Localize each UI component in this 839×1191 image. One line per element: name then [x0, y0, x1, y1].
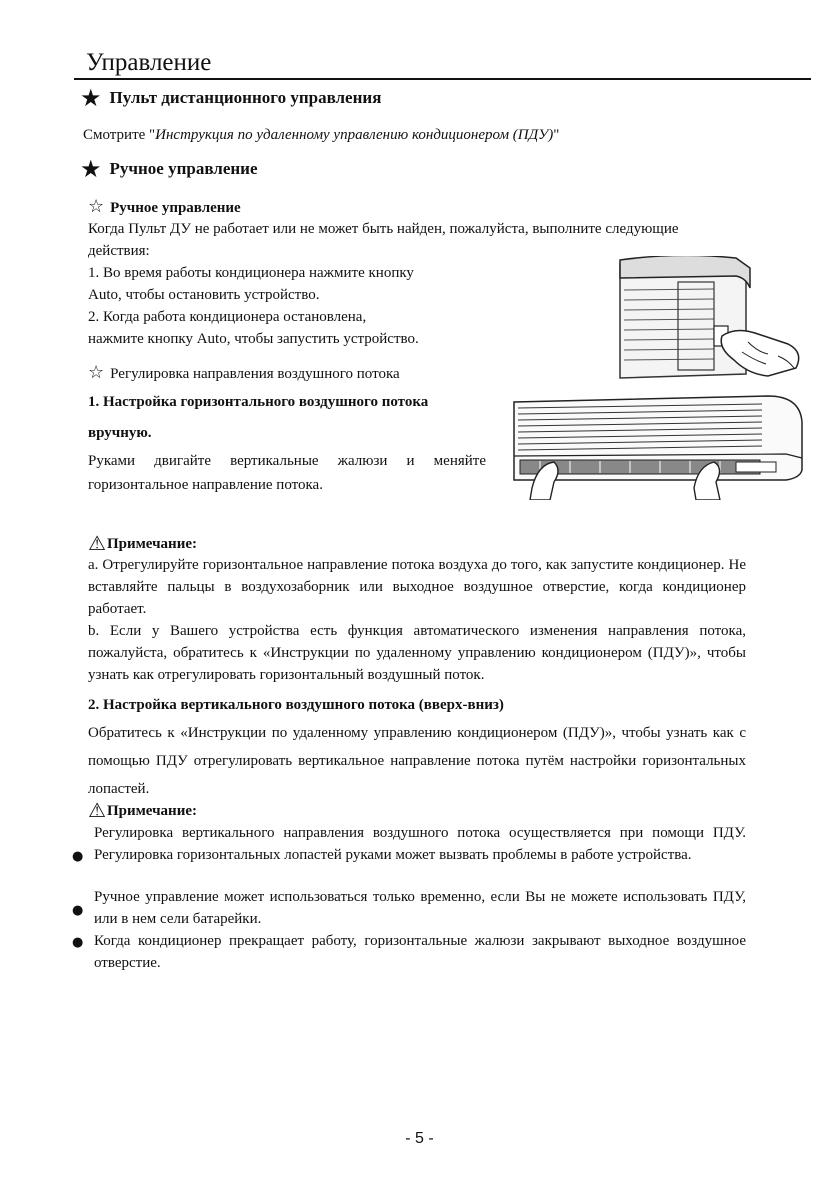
- note1-label: [88, 531, 197, 555]
- manual-sub-heading-text: Ручное управление: [110, 200, 241, 216]
- warning-triangle-icon: ⚠: [88, 531, 106, 555]
- vertical-text: Обратитесь к «Инструкции по удаленному управлению кондиционером (ПДУ)», чтобы узнать как с помощью ПДУ отрегулировать вертикальное направление потока путём настройки горизонтальных лопастей.: [88, 725, 746, 797]
- note2-bullet-3: Когда кондиционер прекращает работу, горизонтальные жалюзи закрывают выходное воздушное отверстие.: [94, 933, 746, 971]
- note1-item-b: b. Если у Вашего устройства есть функция автоматического изменения направления потока, пожалуйста, обратитесь к «Инструкции по удаленному управлению кондиционером (ПДУ)», чтобы узнать как отрегулировать горизонтальный воздушный поток.: [88, 623, 746, 683]
- title-divider: [74, 78, 811, 80]
- note1-item-a: a. Отрегулируйте горизонтальное направление потока воздуха до того, как запустите кондиционер. Не вставляйте пальцы в воздухозаборник или выходное воздушное отверстие, когда кондиционер работает.: [88, 557, 746, 617]
- horizontal-text: Руками двигайте вертикальные жалюзи и меняйте горизонтальное направление потока.: [88, 453, 486, 493]
- remote-reference: [83, 124, 559, 146]
- step1-line1: 1. Во время работы кондиционера нажмите кнопку: [88, 265, 414, 281]
- horizontal-title-line1: 1. Настройка горизонтального воздушного потока: [88, 394, 429, 410]
- step2-line1: 2. Когда работа кондиционера остановлена,: [88, 309, 367, 325]
- star-outline-icon: ☆: [88, 362, 105, 383]
- ref-prefix: Смотрите ": [83, 127, 156, 143]
- airflow-heading-text: Регулировка направления воздушного потока: [110, 366, 400, 382]
- horizontal-title-line2: вручную.: [88, 425, 152, 441]
- list-item: [72, 822, 746, 888]
- bullet-dot-icon: ●: [72, 849, 84, 864]
- manual-sub-heading: [88, 196, 241, 217]
- remote-section-heading: [80, 84, 382, 112]
- note2-bullet-1: Регулировка вертикального направления воздушного потока осуществляется при помощи ПДУ. Регулировка горизонтальных лопастей руками может вызвать проблемы в работе устройства.: [94, 825, 746, 863]
- list-item: [72, 930, 746, 974]
- step2-line2: нажмите кнопку Auto, чтобы запустить устройство.: [88, 331, 419, 347]
- note1-label-text: Примечание:: [106, 536, 197, 552]
- ref-italic: Инструкция по удаленному управлению кондиционером (ПДУ): [155, 127, 554, 143]
- page-number: - 5 -: [405, 1130, 434, 1147]
- note2-label-text: Примечание:: [106, 803, 197, 819]
- step1-line2: Auto, чтобы остановить устройство.: [88, 287, 320, 303]
- airflow-heading: [88, 362, 400, 385]
- star-outline-icon: ☆: [88, 196, 105, 217]
- star-filled-icon: ★: [80, 155, 102, 183]
- bullet-dot-icon: ●: [72, 935, 84, 950]
- note2-bullet-2: Ручное управление может использоваться только временно, если Вы не можете использовать ПДУ, или в нем сели батарейки.: [94, 889, 746, 927]
- remote-heading-text: Пульт дистанционного управления: [109, 88, 382, 107]
- note2-label: [88, 798, 197, 822]
- ref-suffix: ": [553, 127, 560, 143]
- manual-intro: Когда Пульт ДУ не работает или не может быть найден, пожалуйста, выполните следующие действия:: [88, 221, 679, 259]
- manual-steps: [88, 262, 508, 350]
- note1-text: [88, 554, 746, 686]
- page-title: Управление: [86, 49, 212, 76]
- list-item: [72, 886, 746, 930]
- louver-adjust-illustration: [510, 392, 810, 500]
- vertical-title: 2. Настройка вертикального воздушного потока (вверх-вниз): [88, 697, 504, 713]
- manual-heading-text: Ручное управление: [109, 159, 258, 178]
- bullet-dot-icon: ●: [72, 903, 84, 918]
- auto-button-illustration: [618, 256, 804, 382]
- warning-triangle-icon: ⚠: [88, 798, 106, 822]
- star-filled-icon: ★: [80, 84, 102, 112]
- manual-section-heading: [80, 155, 258, 183]
